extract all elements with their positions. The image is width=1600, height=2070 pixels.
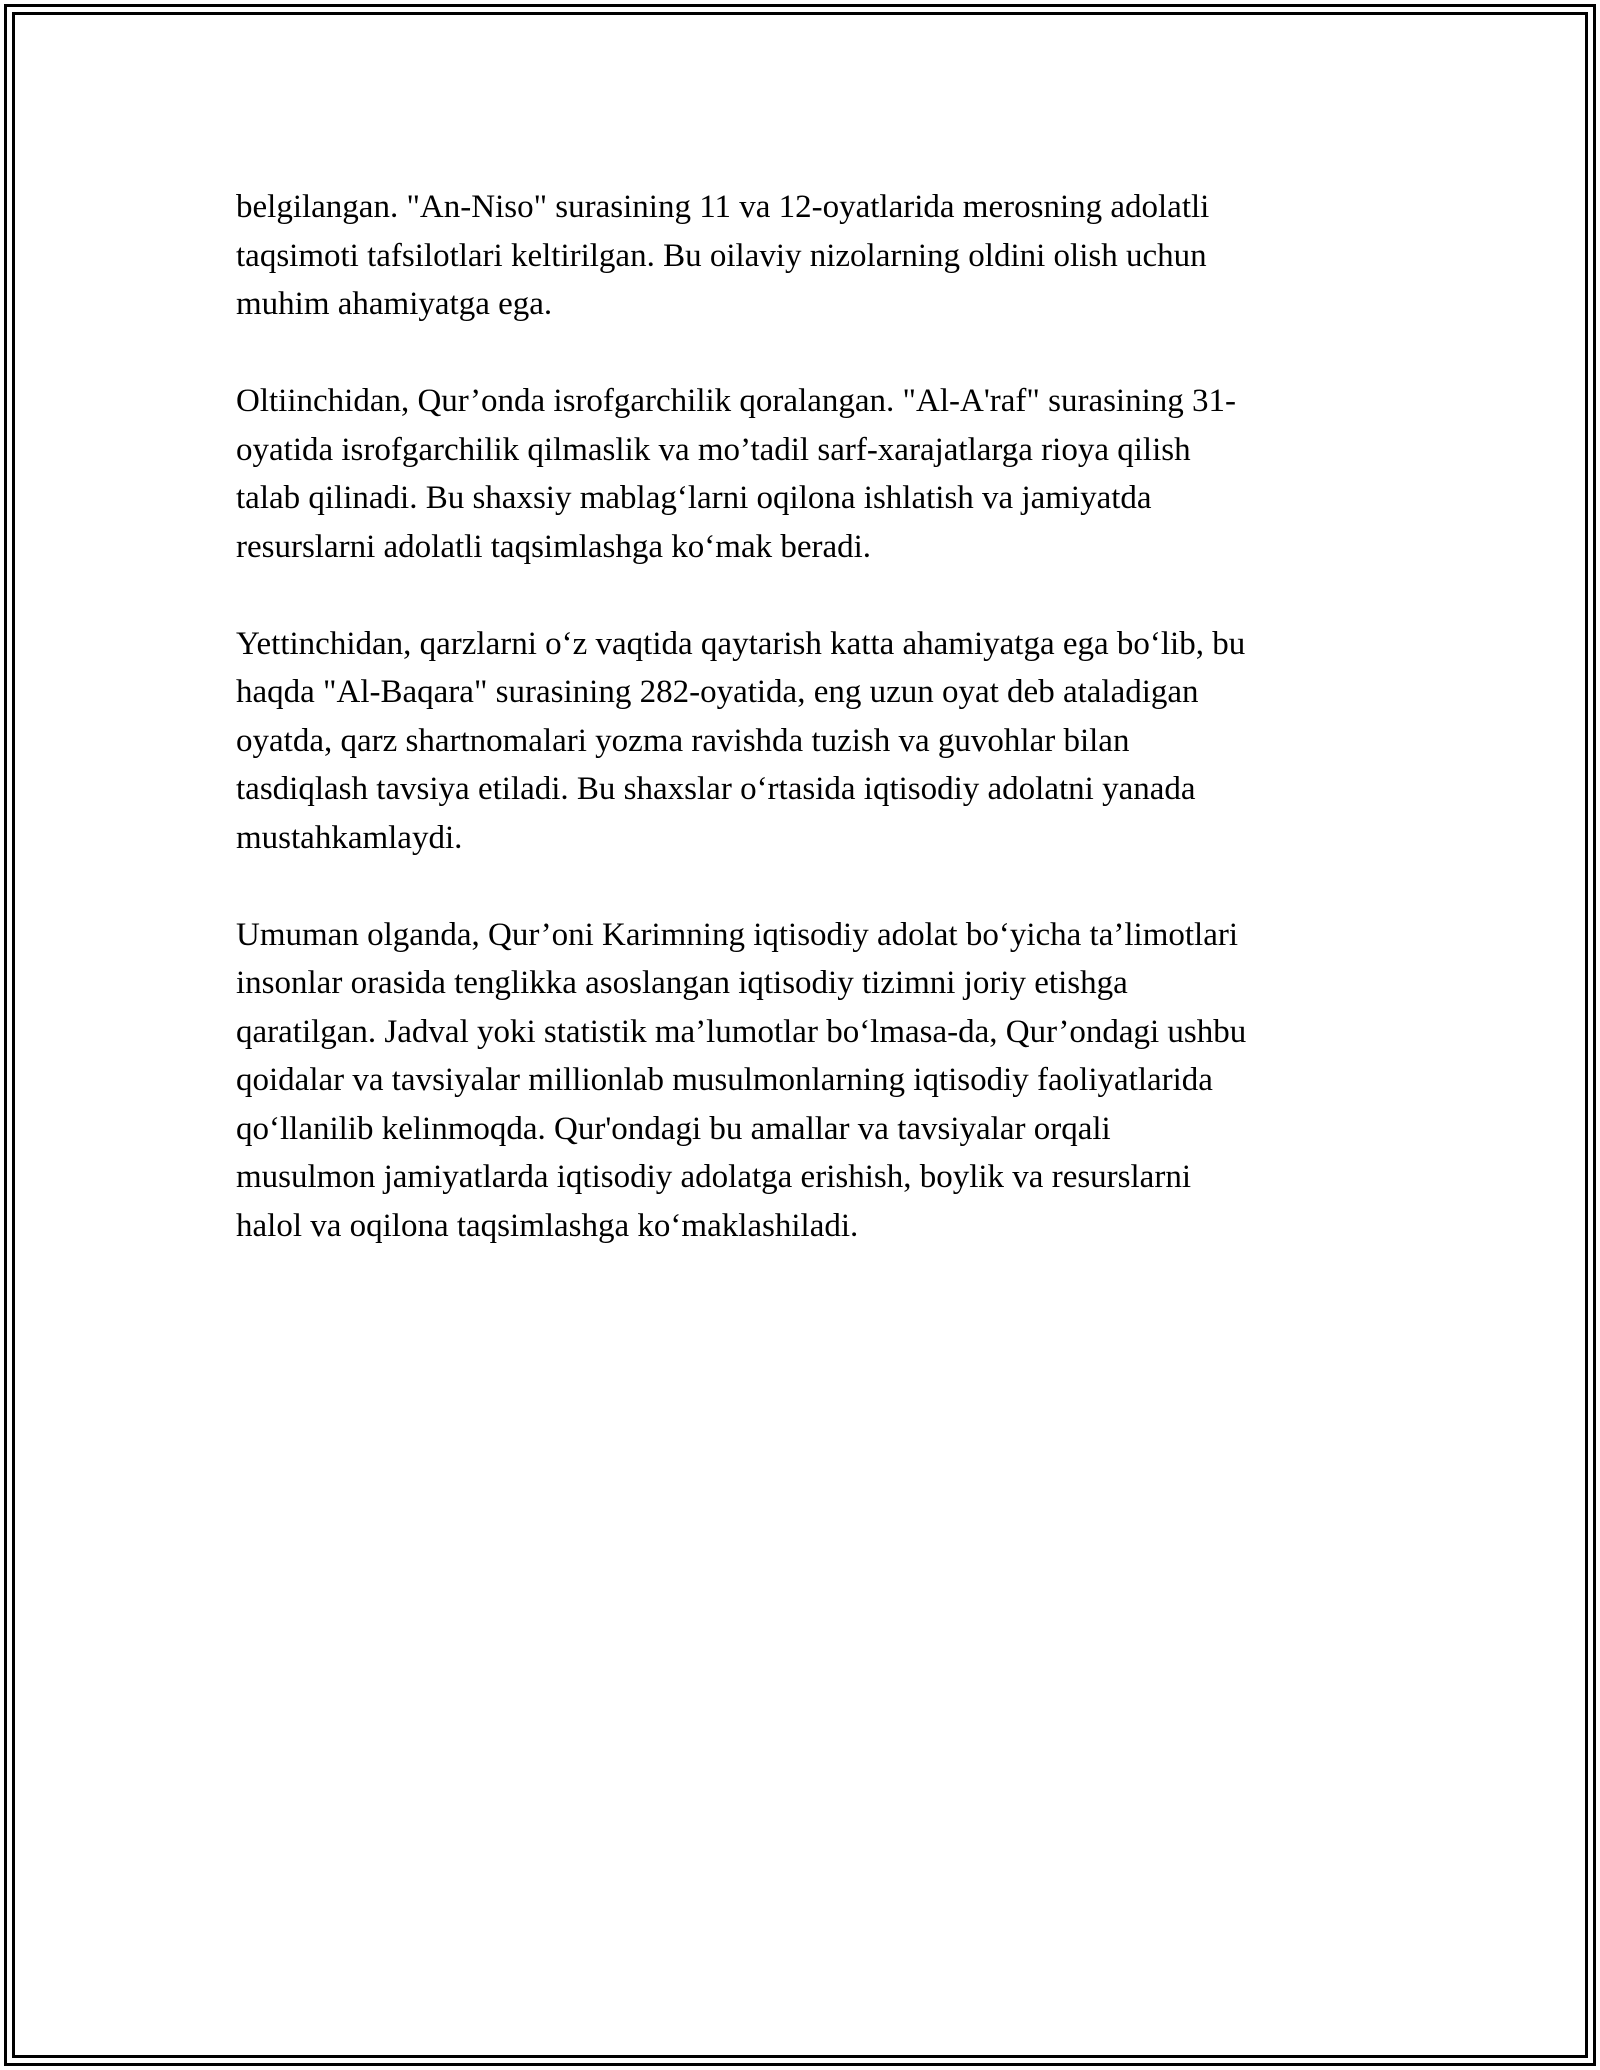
text-line: Yettinchidan, qarzlarni o‘z vaqtida qaytarish katta ahamiyatga ega bo‘lib, bu xyxy=(236,625,1246,662)
text-line: qoidalar va tavsiyalar millionlab musulmonlarning iqtisodiy faoliyatlarida xyxy=(236,1062,1213,1098)
text-line: tasdiqlash tavsiya etiladi. Bu shaxslar o‘rtasida iqtisodiy adolatni yanada xyxy=(236,771,1196,807)
text-line: halol va oqilona taqsimlashga ko‘maklashiladi. xyxy=(236,1207,859,1244)
text-line: insonlar orasida tenglikka asoslangan iqtisodiy tizimni joriy etishga xyxy=(236,965,1128,1001)
paragraph-4 xyxy=(236,911,1386,1251)
text-line: resurslarni adolatli taqsimlashga ko‘mak beradi. xyxy=(236,528,872,565)
text-line: mustahkamlaydi. xyxy=(236,819,463,856)
text-line: muhim ahamiyatga ega. xyxy=(236,286,553,322)
text-line: Oltiinchidan, Qur’onda isrofgarchilik qoralangan. "Al-A'raf" surasining 31- xyxy=(236,383,1237,419)
text-line: oyatda, qarz shartnomalari yozma ravishda tuzish va guvohlar bilan xyxy=(236,722,1130,759)
text-line: oyatida isrofgarchilik qilmaslik va mo’tadil sarf-xarajatlarga rioya qilish xyxy=(236,431,1191,468)
paragraph-1 xyxy=(236,183,1386,329)
paragraph-3 xyxy=(236,620,1386,863)
text-line: qo‘llanilib kelinmoqda. Qur'ondagi bu amallar va tavsiyalar orqali xyxy=(236,1110,1111,1147)
text-line: talab qilinadi. Bu shaxsiy mablag‘larni oqilona ishlatish va jamiyatda xyxy=(236,480,1152,516)
text-line: qaratilgan. Jadval yoki statistik ma’lumotlar bo‘lmasa-da, Qur’ondagi ushbu xyxy=(236,1013,1247,1050)
document-body xyxy=(236,183,1386,1299)
text-line: Umuman olganda, Qur’oni Karimning iqtisodiy adolat bo‘yicha ta’limotlari xyxy=(236,916,1239,953)
text-line: taqsimoti tafsilotlari keltirilgan. Bu oilaviy nizolarning oldini olish uchun xyxy=(236,237,1207,274)
paragraph-2 xyxy=(236,377,1386,571)
text-line: musulmon jamiyatlarda iqtisodiy adolatga erishish, boylik va resurslarni xyxy=(236,1159,1191,1195)
text-line: haqda "Al-Baqara" surasining 282-oyatida, eng uzun oyat deb ataladigan xyxy=(236,674,1199,710)
text-line: belgilangan. "An-Niso" surasining 11 va 12-oyatlarida merosning adolatli xyxy=(236,189,1210,225)
